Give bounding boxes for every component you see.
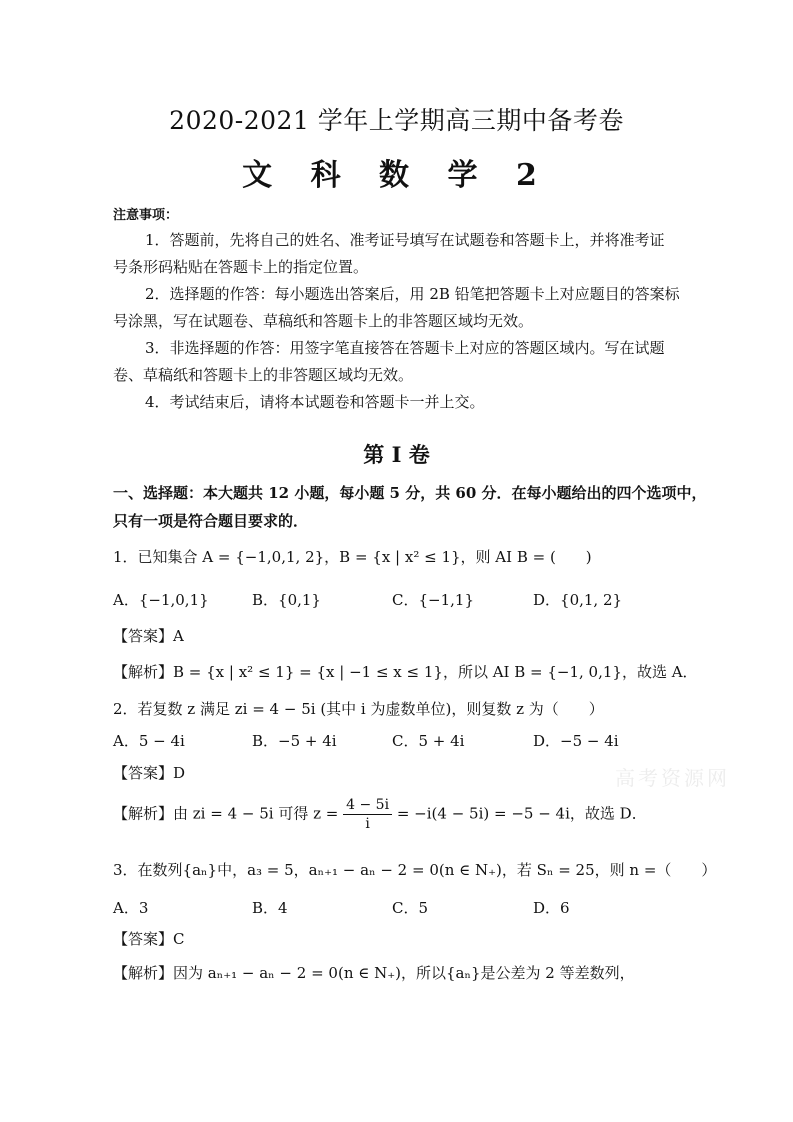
q1-answer: 【答案】A [113, 627, 184, 645]
note-item-2-line-2: 号涂黑，写在试题卷、草稿纸和答题卡上的非答题区域均无效。 [113, 312, 534, 330]
q1-option-d: D．{0,1, 2} [533, 591, 623, 609]
q2-answer: 【答案】D [113, 764, 186, 782]
q1-option-b: B．{0,1} [252, 591, 321, 609]
note-item-2-line-1: 2．选择题的作答：每小题选出答案后，用 2B 铅笔把答题卡上对应题目的答案标 [145, 285, 680, 303]
exam-title: 2020-2021 学年上学期高三期中备考卷 [169, 106, 624, 135]
q2-fraction-denominator: i [365, 816, 370, 832]
note-item-1-line-2: 号条形码粘贴在答题卡上的指定位置。 [113, 258, 369, 276]
q2-option-d: D．−5 − 4i [533, 732, 619, 750]
note-item-4: 4．考试结束后，请将本试题卷和答题卡一并上交。 [145, 393, 485, 411]
q2-option-c: C．5 + 4i [392, 732, 465, 750]
q2-analysis-prefix: 【解析】由 zi = 4 − 5i 可得 z = [113, 804, 339, 823]
volume-heading: 第 I 卷 [363, 442, 430, 467]
watermark: 高考资源网 [615, 766, 730, 790]
q2-stem: 2．若复数 z 满足 zi = 4 − 5i (其中 i 为虚数单位)，则复数 z 为（ ） [113, 700, 604, 718]
note-item-3-line-1: 3．非选择题的作答：用签字笔直接答在答题卡上对应的答题区域内。写在试题 [145, 339, 665, 357]
q1-analysis: 【解析】B = {x | x² ≤ 1} = {x | −1 ≤ x ≤ 1}，所以 AI B = {−1, 0,1}，故选 A． [113, 663, 698, 681]
q3-option-b: B．4 [252, 899, 288, 917]
notes-heading: 注意事项： [113, 208, 179, 223]
q2-analysis [113, 796, 647, 833]
note-item-3-line-2: 卷、草稿纸和答题卡上的非答题区域均无效。 [113, 366, 414, 384]
q3-option-c: C．5 [392, 899, 429, 917]
q2-fraction [343, 796, 392, 833]
q1-stem: 1．已知集合 A = {−1,0,1, 2}，B = {x | x² ≤ 1}，则 AI B = ( ) [113, 548, 592, 566]
q2-analysis-suffix: = −i(4 − 5i) = −5 − 4i，故选 D． [396, 804, 647, 823]
q3-option-d: D．6 [533, 899, 570, 917]
q3-option-a: A．3 [113, 899, 149, 917]
section-heading-line-1: 一、选择题：本大题共 12 小题，每小题 5 分，共 60 分．在每小题给出的四个选项中， [113, 484, 707, 502]
q3-analysis: 【解析】因为 aₙ₊₁ − aₙ − 2 = 0(n ∈ N₊)，所以{aₙ}是公差为 2 等差数列， [113, 964, 635, 982]
note-item-1-line-1: 1．答题前，先将自己的姓名、准考证号填写在试题卷和答题卡上，并将准考证 [145, 231, 665, 249]
q3-answer: 【答案】C [113, 930, 185, 948]
q2-fraction-numerator: 4 − 5i [343, 796, 392, 815]
exam-subject-title: 文 科 数 学 2 [242, 158, 551, 193]
q2-option-a: A．5 − 4i [113, 732, 185, 750]
q1-option-c: C．{−1,1} [392, 591, 474, 609]
q2-option-b: B．−5 + 4i [252, 732, 337, 750]
q3-stem: 3．在数列{aₙ}中，a₃ = 5，aₙ₊₁ − aₙ − 2 = 0(n ∈ N₊)，若 Sₙ = 25，则 n =（ ） [113, 861, 717, 879]
q1-option-a: A．{−1,0,1} [113, 591, 209, 609]
section-heading-line-2: 只有一项是符合题目要求的． [113, 512, 309, 530]
